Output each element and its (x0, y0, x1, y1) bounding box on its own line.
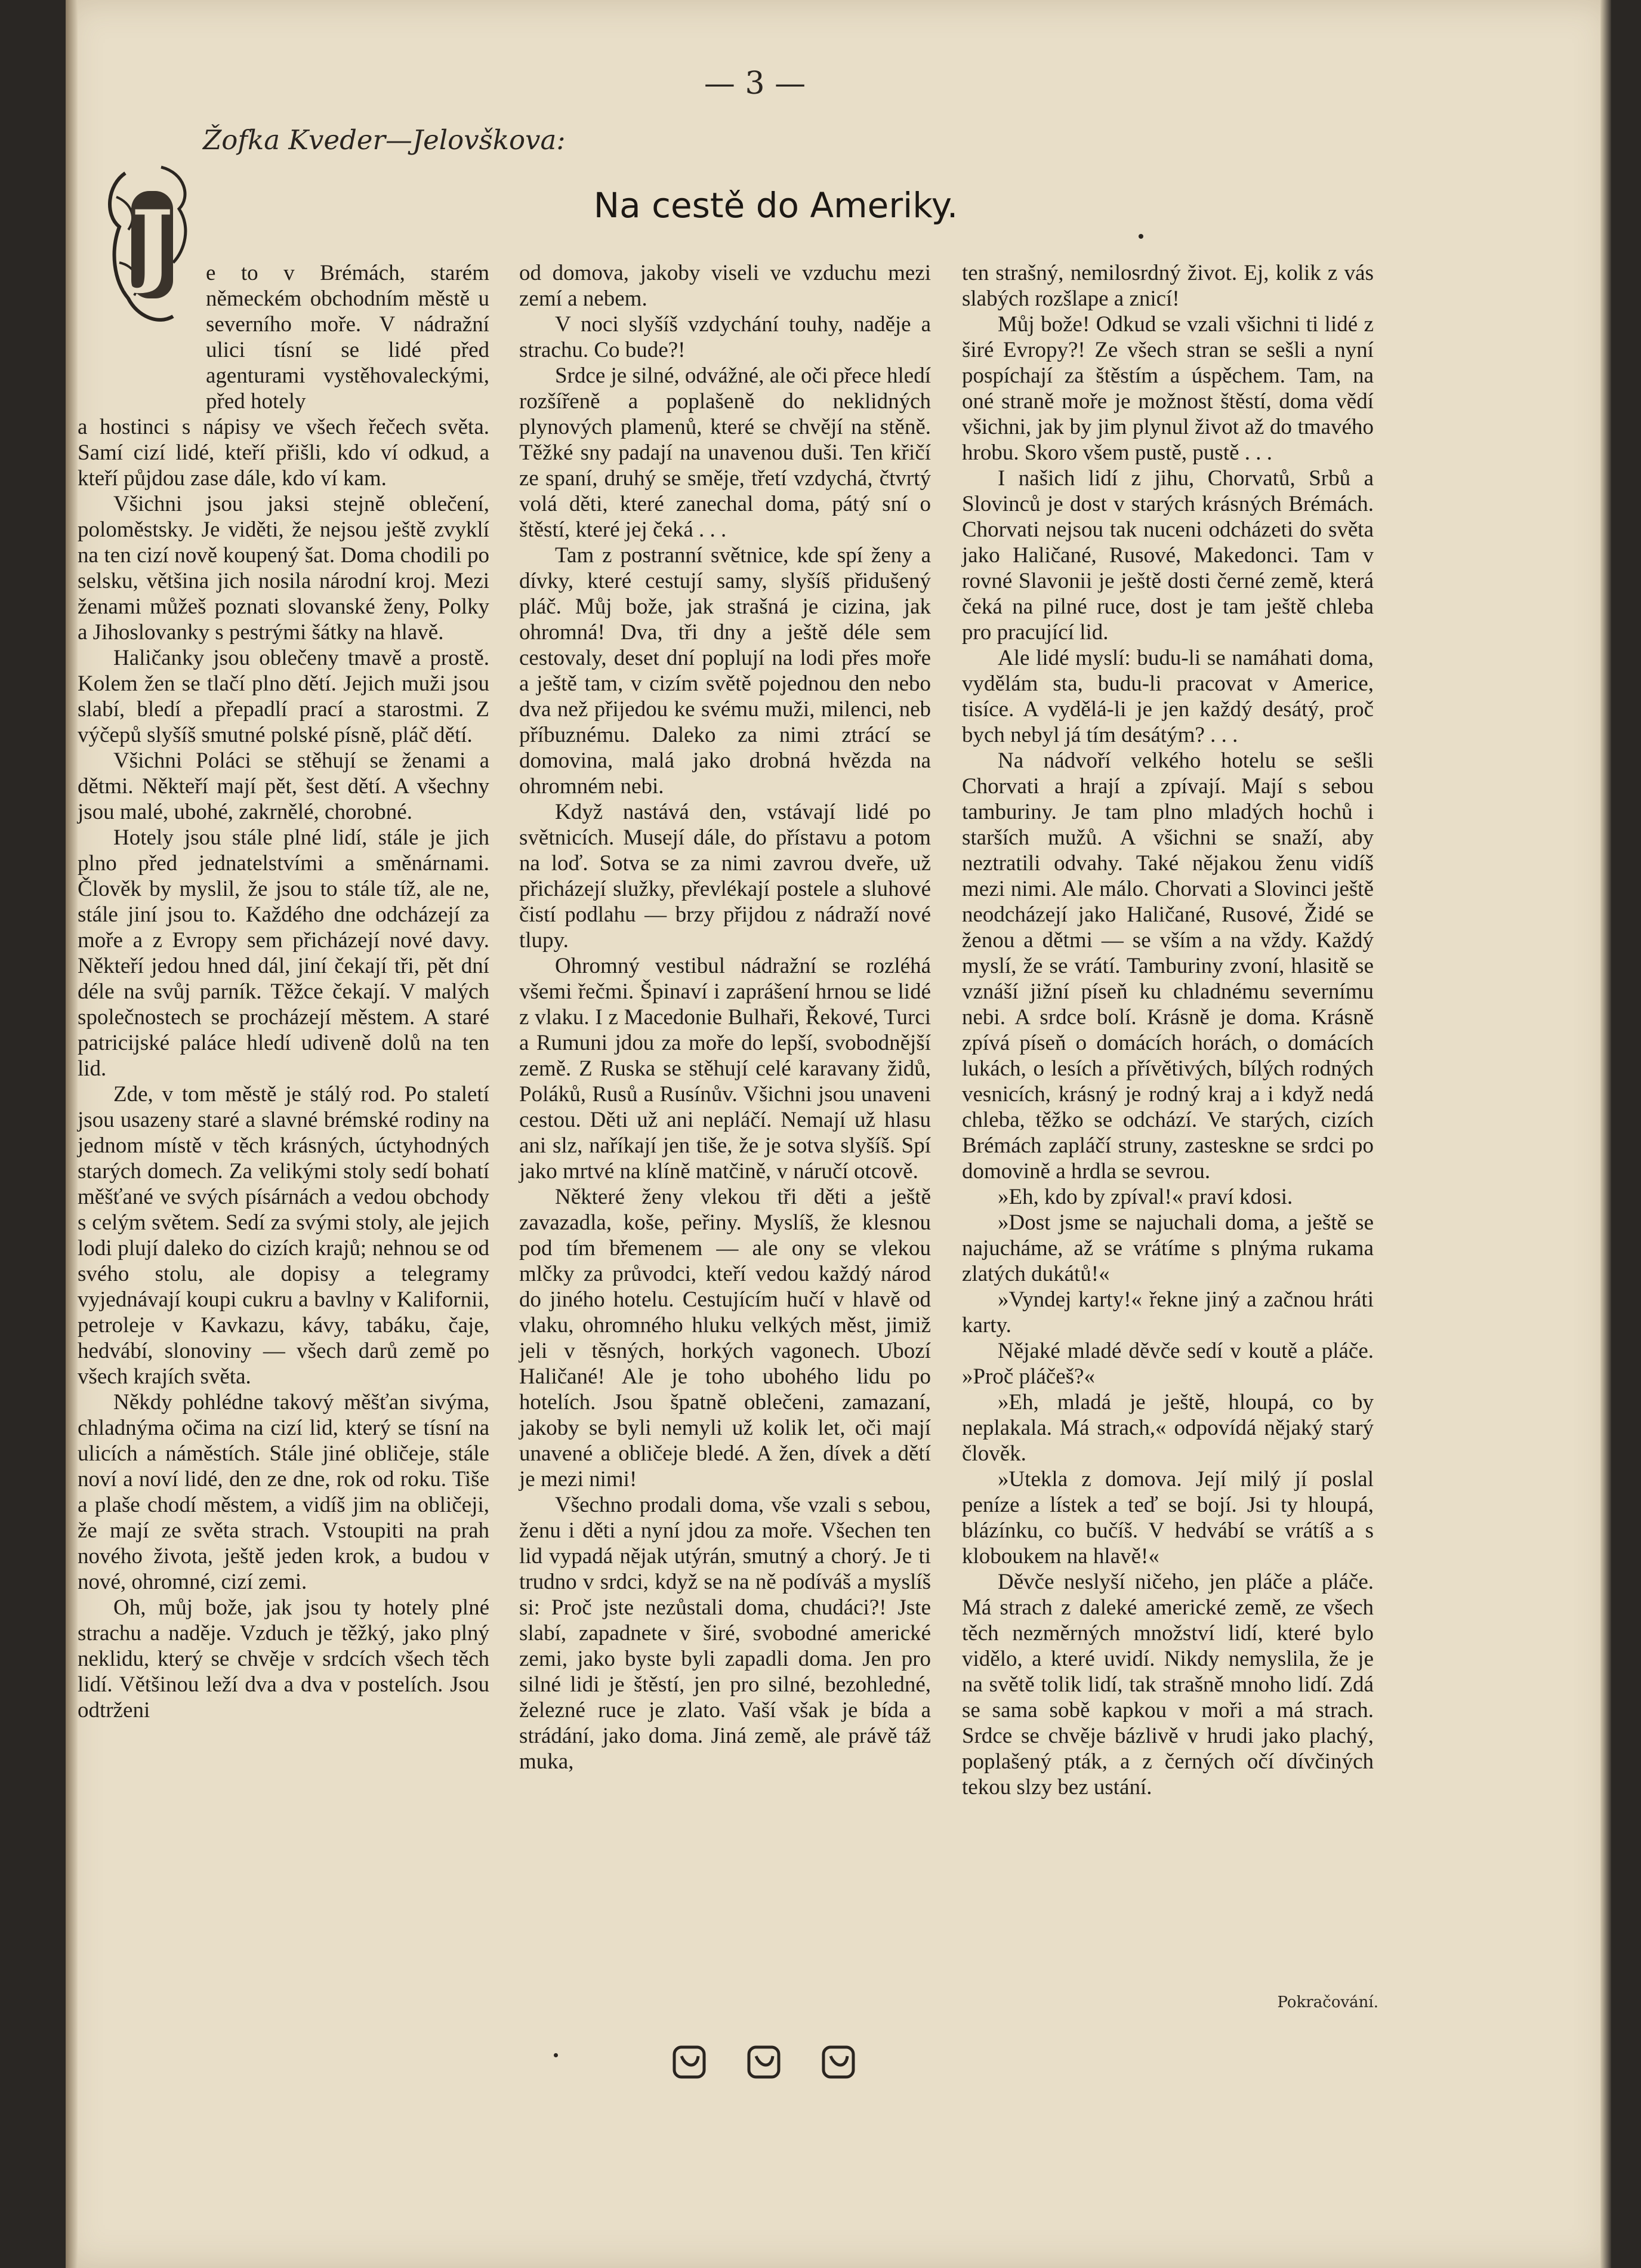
paragraph: I našich lidí z jihu, Chorvatů, Srbů a Slovinců je dost v starých krásných Brémách. Chorvati nejsou tak nuceni odcházeti do světa jako Haličané, Rusové, Makedonci. Tam v rovné Slavonii je ještě dosti černé země, která čeká na pilné ruce, dost je tam ještě chleba pro pracující lid. (962, 466, 1374, 645)
column-2 (519, 260, 931, 1774)
article-title: Na cestě do Ameriky. (593, 185, 958, 226)
paragraph: Všichni Poláci se stěhují se ženami a dětmi. Někteří mají pět, šest dětí. A všechny jsou malé, ubohé, zakrnělé, chorobné. (78, 748, 489, 824)
page-edge (1600, 0, 1611, 2268)
paragraph: »Dost jsme se najuchali doma, a ještě se najucháme, až se vrátíme s plnýma rukama zlatých dukátů!« (962, 1210, 1374, 1286)
paragraph: Srdce je silné, odvážné, ale oči přece hledí rozšířeně a poplašeně do neklidných plynových plamenů, které se chvějí na stěně. Těžké sny padají na unavenou duši. Ten křičí ze spaní, druhý se směje, třetí vzdychá, čtvrtý volá děti, které zanechal doma, pátý sní o štěstí, které jej čeká . . . (519, 363, 931, 542)
paragraph: od domova, jakoby viseli ve vzduchu mezi zemí a nebem. (519, 261, 931, 311)
ink-spot (1139, 234, 1143, 239)
column-1 (78, 414, 489, 1723)
paragraph: Ale lidé myslí: budu-li se namáhati doma, vydělám sta, budu-li pracovat v Americe, tisíce. A vydělá-li je jen každý desátý, proč bych nebyl já tím desátým? . . . (962, 646, 1374, 747)
column-1-intro (206, 260, 489, 414)
paragraph: Některé ženy vlekou tři děti a ještě zavazadla, koše, peřiny. Myslíš, že klesnou pod tím břemenem — ale ony se vlekou mlčky za průvodci, kteří vedou každý národ do jiného hotelu. Cestujícím hučí v hlavě od vlaku, ohromného hluku velkých měst, jimiž jeli v těsných, horkých vagonech. Ubozí Haličané! Ale je toho ubohého lidu po hotelích. Jsou špatně oblečeni, zamazaní, jakoby se byli nemyli už kolik let, oči mají unavené a obličeje bledé. A žen, dívek a dětí je mezi nimi! (519, 1185, 931, 1492)
author-byline: Žofka Kveder—Jelovškova: (203, 124, 566, 156)
column-3 (962, 260, 1374, 1800)
page-spine (66, 0, 78, 2268)
dropcap-ornament (101, 161, 200, 334)
triple-fleuron-icon (650, 2038, 877, 2086)
paragraph: »Vyndej karty!« řekne jiný a začnou hráti karty. (962, 1287, 1374, 1338)
paragraph: V noci slyšíš vzdychání touhy, naděje a strachu. Co bude?! (519, 312, 931, 362)
paragraph: Všechno prodali doma, vše vzali s sebou, ženu i děti a nyní jdou za moře. Všechen ten lid vypadá nějak utýrán, smutný a chorý. Je ti trudno v srdci, když se na ně podíváš a myslíš si: Proč jste nezůstali doma, chudáci?! Jste slabí, zapadnete v širé, svobodné americké zemi, jako byste byli zapadli doma. Jen pro silné lidi je štěstí, jen pro silné, bezohledné, železné ruce je zlato. Vaší však je bída a strádání, jako doma. Jiná země, ale právě táž muka, (519, 1493, 931, 1774)
paragraph: a hostinci s nápisy ve všech řečech světa. Samí cizí lidé, kteří přišli, kdo ví odkud, a kteří půjdou zase dále, kdo ví kam. (78, 415, 489, 491)
paragraph: Všichni jsou jaksi stejně oblečení, poloměstsky. Je viděti, že nejsou ještě zvyklí na ten cizí nově koupený šat. Doma chodili po selsku, většina jich nosila národní kroj. Mezi ženami můžeš poznati slovanské ženy, Polky a Jihoslovanky s pestrými šátky na hlavě. (78, 492, 489, 645)
continuation-note: Pokračování. (1277, 1993, 1378, 2011)
paragraph: Tam z postranní světnice, kde spí ženy a dívky, které cestují samy, slyšíš přidušený pláč. Můj bože, jak strašná je cizina, jak ohromná! Dva, tři dny a ještě déle sem cestovaly, deset dní poplují na lodi přes moře a ještě tam, v cizím světě pojednou den nebo dva než přijedou ke svému muži, milenci, neb příbuznému. Daleko za nimi ztrácí se domovina, malá jako drobná hvězda na ohromném nebi. (519, 543, 931, 799)
paragraph: Haličanky jsou oblečeny tmavě a prostě. Kolem žen se tlačí plno dětí. Jejich muži jsou slabí, bledí a přepadlí prací a starostmi. Z výčepů slyšíš smutné polské písně, pláč dětí. (78, 646, 489, 747)
paragraph: Ohromný vestibul nádražní se rozléhá všemi řečmi. Špinaví i zaprášení hrnou se lidé z vlaku. I z Macedonie Bulhaři, Řekové, Turci a Rumuni jdou za moře do lepší, svobodnější země. Z Ruska se stěhují celé karavany židů, Poláků, Rusů a Rusínův. Všichni jsou unaveni cestou. Děti už ani nepláčí. Nemají už hlasu ani slz, naříkají jen tiše, že je sotva slyšíš. Spí jako mrtvé na klíně matčině, v náručí otcově. (519, 954, 931, 1184)
paragraph: Na nádvoří velkého hotelu se sešli Chorvati a hrají a zpívají. Mají s sebou tamburiny. Je tam plno mladých hochů i starších mužů. A všichni se snaží, aby neztratili odvahy. Také nějakou ženu vidíš mezi nimi. Ale málo. Chorvati a Slovinci ještě neodcházejí jako Haličané, Rusové, Židé se ženou a dětmi — se vším a na vždy. Každý myslí, že se vrátí. Tamburiny zvoní, hlasitě se vznáší jižní píseň ku chladnému severnímu nebi. A srdce bolí. Krásně je doma. Krásně zpívá píseň o domácích horách, o domácích lukách, o lesích a přívětivých, bílých rodných vesnicích, krásný je rodný kraj a i když nedá chleba, těžko se odchází. Ve starých, cizích Brémách zapláčí struny, zasteskne se srdci po domovině a hrdla se sevrou. (962, 748, 1374, 1184)
paragraph: Zde, v tom městě je stálý rod. Po staletí jsou usazeny staré a slavné brémské rodiny na jednom místě v těch krásných, úctyhodných starých domech. Za velikými stoly sedí bohatí měšťané ve svých písárnách a vedou obchody s celým světem. Sedí za svými stoly, ale jejich lodi plují daleko do cizích krajů; nehnou se od svého stolu, ale dopisy a telegramy vyjednávají koupi cukru a bavlny v Kalifornii, petroleje v Kavkazu, kávy, tabáku, čaje, hedvábí, slonoviny — všech darů země po všech krajích světa. (78, 1082, 489, 1389)
paragraph: »Utekla z domova. Její milý jí poslal peníze a lístek a teď se bojí. Jsi ty hloupá, blázínku, co bučíš. V hedvábí se vrátíš a s kloboukem na hlavě!« (962, 1467, 1374, 1569)
ink-spot (554, 2053, 558, 2057)
page-number: — 3 — (704, 66, 806, 101)
dropcap-letter: J (131, 191, 174, 296)
paragraph: Někdy pohlédne takový měšťan sivýma, chladnýma očima na cizí lid, který se tísní na ulicích a náměstích. Stále jiné obličeje, stále noví a noví lidé, den ze dne, rok od roku. Tiše a plaše chodí městem, a vidíš jim na obličeji, že mají ze světa strach. Vstoupiti na prah nového života, ještě jeden krok, a budou v nové, ohromné, cizí zemi. (78, 1390, 489, 1594)
paragraph: Nějaké mladé děvče sedí v koutě a pláče. »Proč pláčeš?« (962, 1339, 1374, 1389)
paragraph: Můj bože! Odkud se vzali všichni ti lidé z širé Evropy?! Ze všech stran se sešli a nyní pospíchají za štěstím a úspěchem. Tam, na oné straně moře je možnost štěstí, doma vědí všichni, jak by jim plynul život až do tmavého hrobu. Skoro všem pustě, pustě . . . (962, 312, 1374, 465)
paragraph: »Eh, mladá je ještě, hloupá, co by neplakala. Má strach,« odpovídá nějaký starý člověk. (962, 1390, 1374, 1466)
paragraph: e to v Brémách, starém německém obchodním městě u severního moře. V nádražní ulici tísní se lidé před agenturami vystěhovaleckými, před hotely (206, 261, 489, 414)
paragraph: Když nastává den, vstávají lidé po světnicích. Musejí dále, do přístavu a potom na loď. Sotva se za nimi zavrou dveře, už přicházejí služky, převlékají postele a sluhové čistí podlahu — brzy přijdou z nádraží nové tlupy. (519, 800, 931, 953)
paragraph: Oh, můj bože, jak jsou ty hotely plné strachu a naděje. Vzduch je těžký, jako plný neklidu, který se chvěje v srdcích všech těch lidí. Většinou leží dva a dva v postelích. Jsou odtrženi (78, 1595, 489, 1722)
paragraph: Hotely jsou stále plné lidí, stále je jich plno před jednatelstvími a směnárnami. Člověk by myslil, že jsou to stále tíž, ale ne, stále jiní jsou to. Každého dne odcházejí za moře a z Evropy sem přicházejí nové davy. Někteří jedou hned dál, jiní čekají tři, pět dní déle na svůj parník. Těžce čekají. V malých společnostech se procházejí městem. A staré patricijské paláce hledí udiveně dolů na ten lid. (78, 825, 489, 1081)
paragraph: ten strašný, nemilosrdný život. Ej, kolik z vás slabých rozšlape a znicí! (962, 261, 1374, 311)
paragraph: Děvče neslyší ničeho, jen pláče a pláče. Má strach z daleké americké země, ze všech těch nezměrných množství lidí, které bylo vidělo, a které uvidí. Nikdy nemyslila, že je na světě tolik lidí, tak strašně mnoho lidí. Zdá se sama sobě kapkou v moři a má strach. Srdce se chvěje bázlivě v hrudi jako plachý, poplašený pták, a z černých očí dívčiných tekou slzy bez ustání. (962, 1570, 1374, 1799)
paragraph: »Eh, kdo by zpíval!« praví kdosi. (998, 1185, 1293, 1209)
